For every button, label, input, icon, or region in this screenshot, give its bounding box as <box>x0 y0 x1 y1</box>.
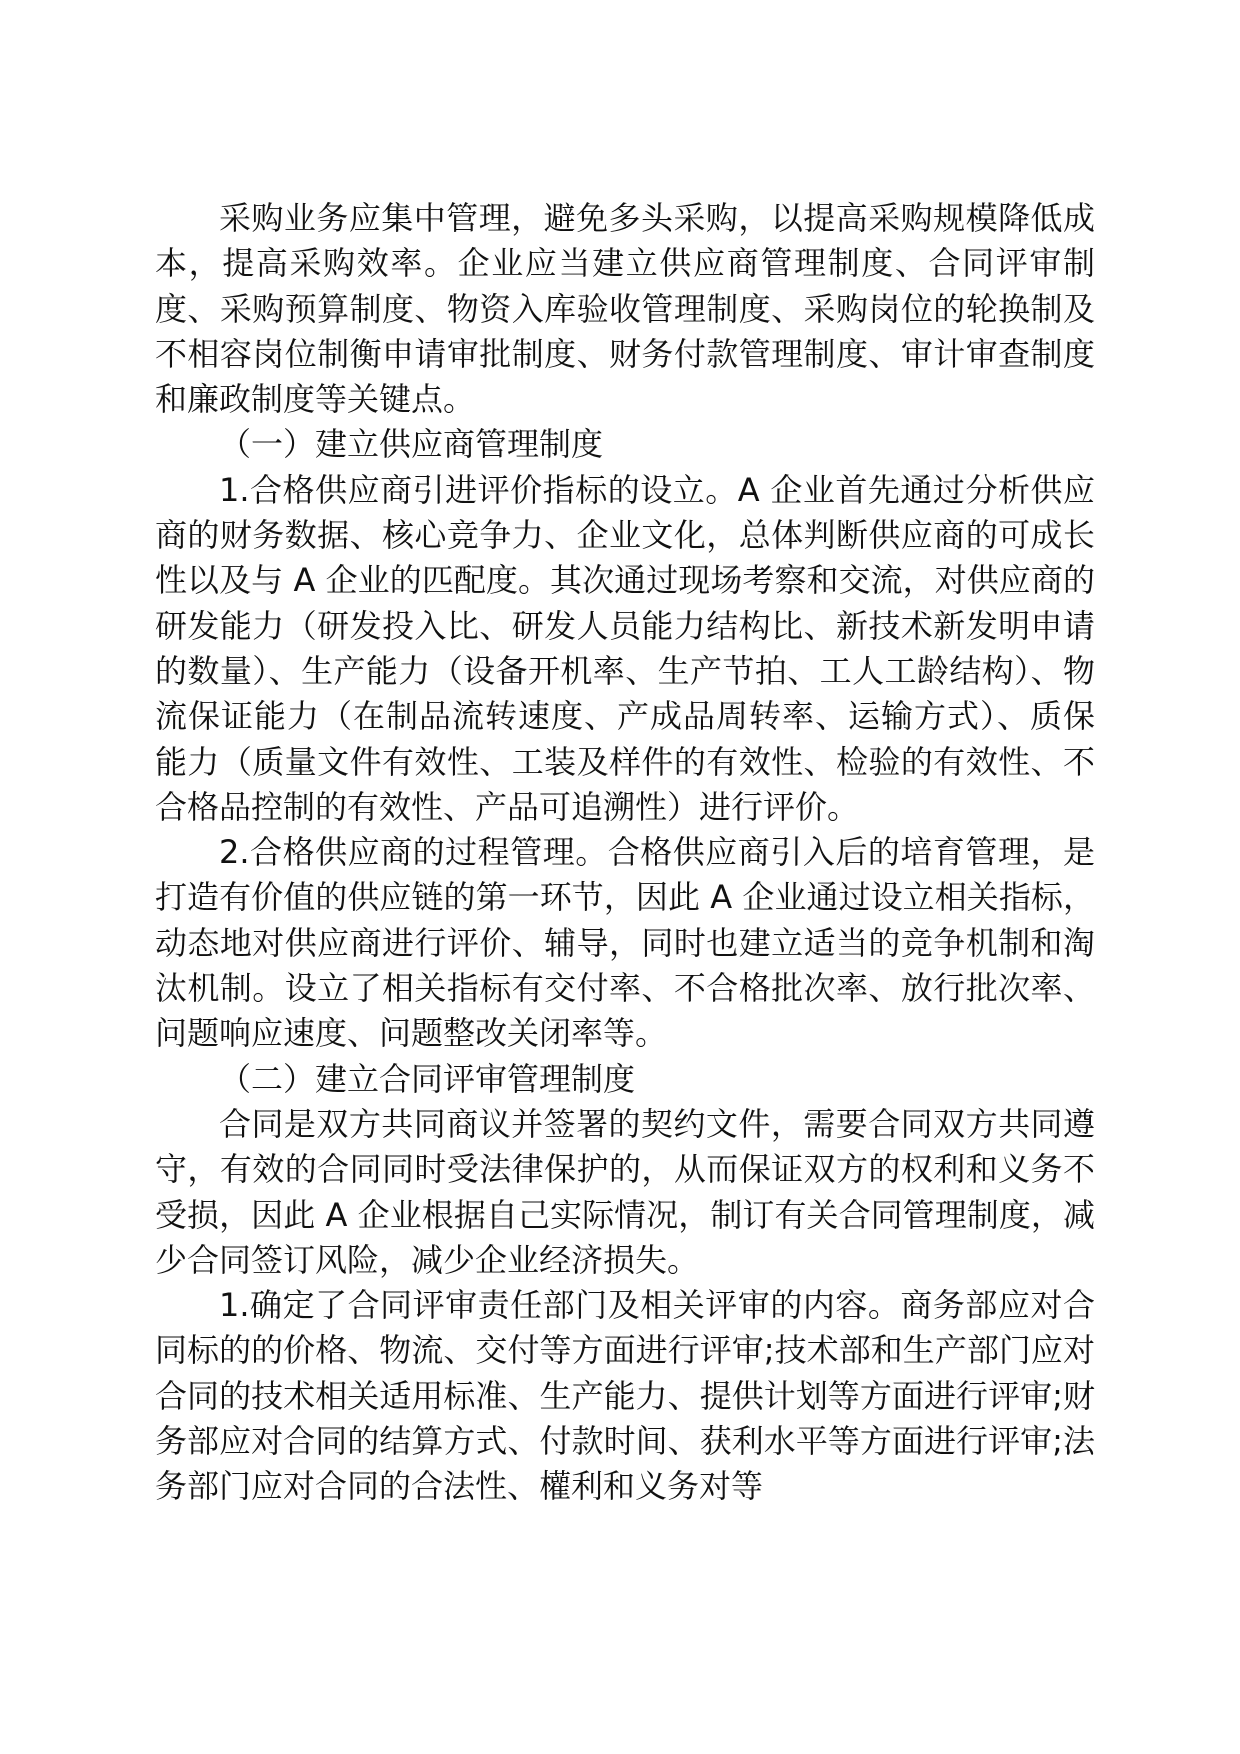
paragraph-contract-definition: 合同是双方共同商议并签署的契约文件，需要合同双方共同遵守，有效的合同同时受法律保护的，从而保证双方的权利和义务不受损，因此 A 企业根据自己实际情况，制订有关合同管理制度，减少合同签订风险，减少企业经济损失。 <box>155 1104 1095 1279</box>
paragraph-supplier-evaluation-indicators: 1.合格供应商引进评价指标的设立。A 企业首先通过分析供应商的财务数据、核心竞争力、企业文化，总体判断供应商的可成长性以及与 A 企业的匹配度。其次通过现场考察和交流，对供应商的研发能力（研发投入比、研发人员能力结构比、新技术新发明申请的数量）、生产能力（设备开机率、生产节拍、工人工龄结构）、物流保证能力（在制品流转速度、产成品周转率、运输方式）、质保能力（质量文件有效性、工装及样件的有效性、检验的有效性、不合格品控制的有效性、产品可追溯性）进行评价。 <box>155 470 1095 826</box>
paragraph-contract-review-departments: 1.确定了合同评审责任部门及相关评审的内容。商务部应对合同标的的价格、物流、交付等方面进行评审;技术部和生产部门应对合同的技术相关适用标准、生产能力、提供计划等方面进行评审;财务部应对合同的结算方式、付款时间、获利水平等方面进行评审;法务部门应对合同的合法性、權利和义务对等 <box>155 1286 1095 1506</box>
intro-paragraph: 采购业务应集中管理，避免多头采购，以提高采购规模降低成本，提高采购效率。企业应当建立供应商管理制度、合同评审制度、采购预算制度、物资入库验收管理制度、采购岗位的轮换制及不相容岗位制衡申请审批制度、财务付款管理制度、审计审查制度和廉政制度等关键点。 <box>155 199 1095 419</box>
document-page <box>155 196 1095 1510</box>
section-heading-contract-review: （二）建立合同评审管理制度 <box>219 1059 636 1098</box>
section-heading-supplier-management: （一）建立供应商管理制度 <box>219 425 604 464</box>
paragraph-supplier-process-management: 2.合格供应商的过程管理。合格供应商引入后的培育管理，是打造有价值的供应链的第一环节，因此 A 企业通过设立相关指标，动态地对供应商进行评价、辅导，同时也建立适当的竞争机制和淘汰机制。设立了相关指标有交付率、不合格批次率、放行批次率、问题响应速度、问题整改关闭率等。 <box>155 833 1095 1053</box>
